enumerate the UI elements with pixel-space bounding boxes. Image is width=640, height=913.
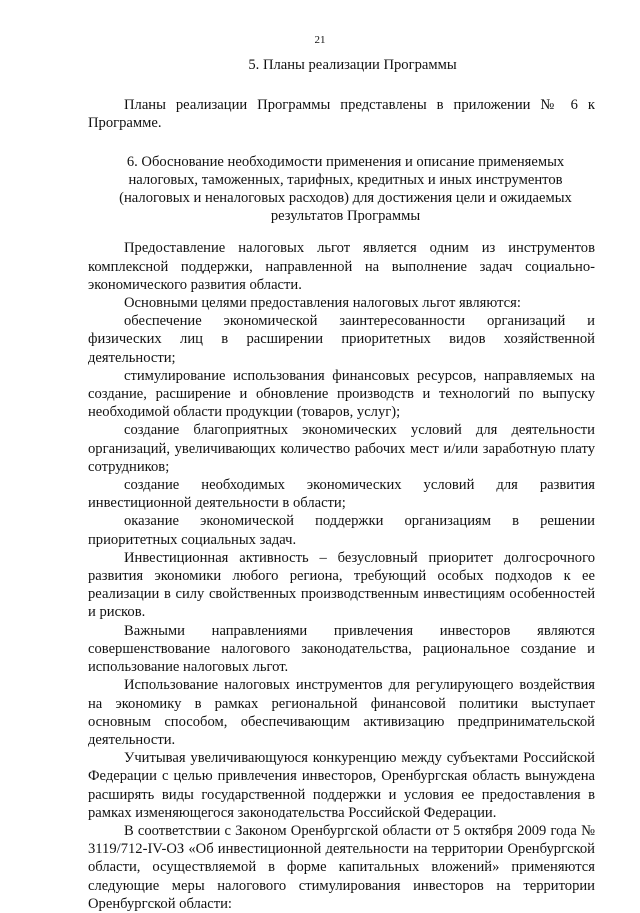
list-item: оказание экономической поддержки организациям в решении приоритетных социальных задач. bbox=[88, 513, 595, 548]
list-item: создание необходимых экономических условий для развития инвестиционной деятельности в области; bbox=[88, 477, 595, 512]
paragraph: Предоставление налоговых льгот является одним из инструментов комплексной поддержки, направленной на выполнение задач социально-экономического развития области. bbox=[88, 240, 595, 293]
section-5-text: Планы реализации Программы представлены в приложении № 6 к Программе. bbox=[88, 97, 595, 132]
paragraph: В соответствии с Законом Оренбургской области от 5 октября 2009 года № 3119/712-IV-ОЗ «Об инвестиционной деятельности на территории Оренбургской области, осуществляемой в форме капитальных вложений» применяются следующие меры налогового стимулирования инвесторов на территории Оренбургской области: bbox=[88, 822, 595, 912]
page-content bbox=[88, 56, 595, 913]
list-item: создание благоприятных экономических условий для деятельности организаций, увеличивающих количество рабочих мест и/или заработную плату сотрудников; bbox=[88, 422, 595, 475]
section-5-heading: 5. Планы реализации Программы bbox=[248, 57, 457, 73]
paragraph: Важными направлениями привлечения инвесторов являются совершенствование налогового законодательства, рациональное создание и использование налоговых льгот. bbox=[88, 622, 595, 676]
paragraph: Учитывая увеличивающуюся конкуренцию между субъектами Российской Федерации с целью привлечения инвесторов, Оренбургская область вынуждена расширять виды государственной поддержки и условия ее предоставления в рамках изменяющегося законодательства Российской Федерации. bbox=[88, 750, 595, 821]
list-item: стимулирование использования финансовых ресурсов, направляемых на создание, расширение и обновление производств и технологий по выпуску необходимой области продукции (товаров, услуг); bbox=[88, 367, 595, 421]
paragraph: Основными целями предоставления налоговых льгот являются: bbox=[124, 295, 521, 312]
section-6-heading: 6. Обоснование необходимости применения и описание применяемых налоговых, таможенных, тарифных, кредитных и иных инструментов (налоговых и неналоговых расходов) для достижения цели и ожидаемых результатов Программы bbox=[119, 153, 572, 225]
paragraph: Использование налоговых инструментов для регулирующего воздействия на экономику в рамках региональной финансовой политики выступает основным способом, обеспечивающим активизацию предпринимательской деятельности. bbox=[88, 677, 595, 748]
list-item: обеспечение экономической заинтересованности организаций и физических лиц в расширении приоритетных видов хозяйственной деятельности; bbox=[88, 313, 595, 366]
paragraph: Инвестиционная активность – безусловный приоритет долгосрочного развития экономики любого региона, требующий особых подходов к ее реализации в силу свойственных производственным инвестициям особенностей и рисков. bbox=[88, 549, 595, 621]
page-number: 21 bbox=[314, 34, 326, 46]
